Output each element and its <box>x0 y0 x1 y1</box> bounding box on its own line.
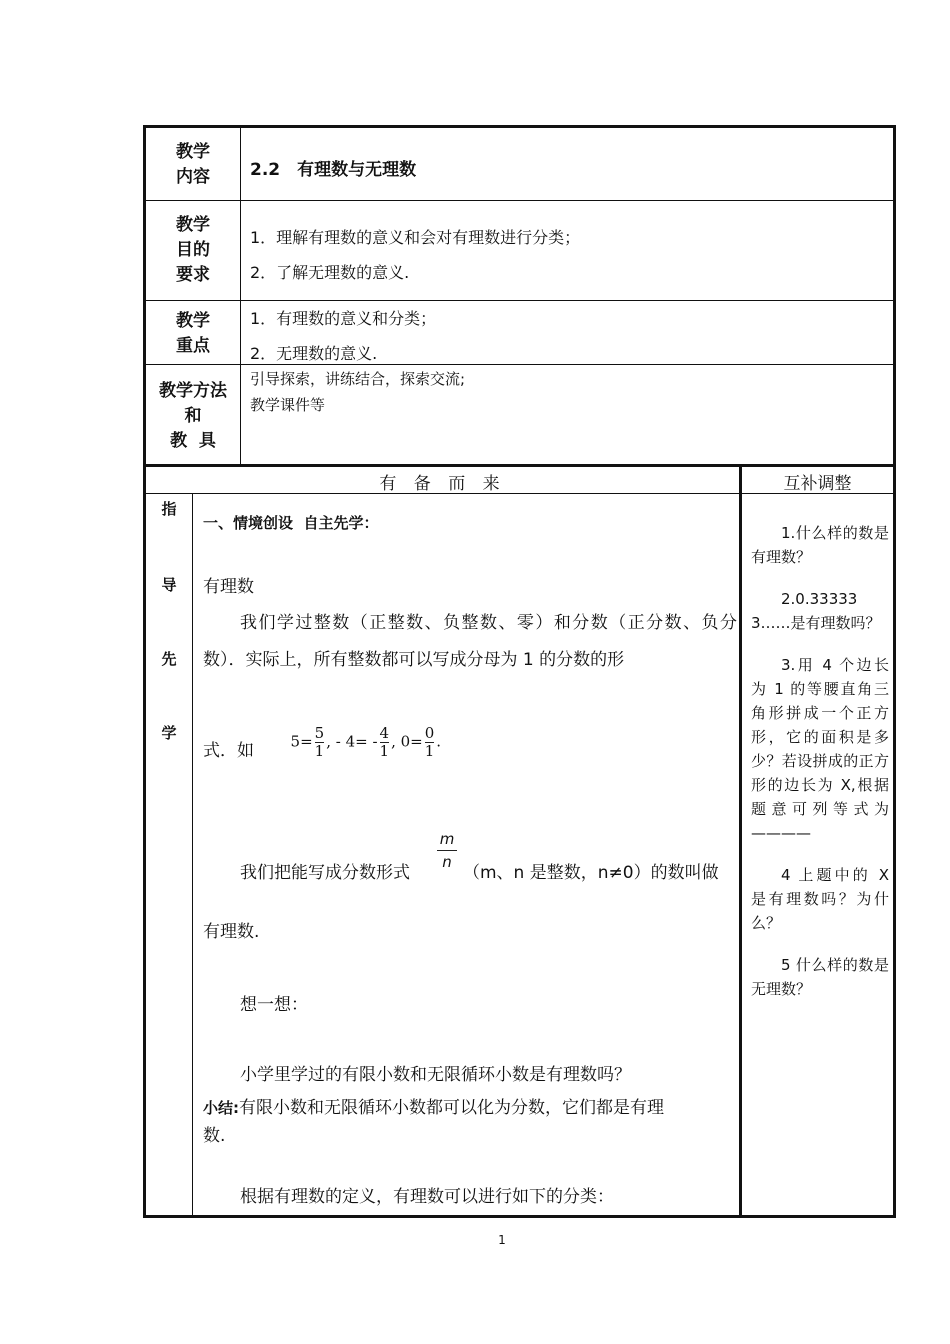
key-item-2: 2．无理数的意义. <box>250 344 378 363</box>
page-number: 1 <box>498 1233 506 1247</box>
definition-suffix: （m、n 是整数，n≠0）的数叫做 <box>463 863 719 883</box>
method-item-1: 引导探索，讲练结合，探索交流; <box>250 370 466 388</box>
side-question-1: 1.什么样的数是有理数？ <box>751 524 889 566</box>
key-item-1: 1．有理数的意义和分类； <box>250 309 437 328</box>
definition-fraction: m n <box>437 830 457 871</box>
summary-label: 小结: <box>203 1099 239 1117</box>
side-question-5: 5 什么样的数是无理数？ <box>751 956 889 998</box>
key-label: 教学 重点 <box>176 311 210 356</box>
main-column-header: 有 备 而 来 <box>379 474 506 494</box>
side-question-3: 3.用 4 个边长为 1 的等腰直角三角形拼成一个正方形，它的面积是多少？若设拼成的正方形的边长为 X,根据题意可列等式为———— <box>751 656 889 842</box>
content-label: 教学 内容 <box>176 142 210 187</box>
subheading-rational: 有理数 <box>203 577 254 597</box>
summary-end: 数. <box>203 1126 226 1146</box>
side-notes <box>751 521 889 1019</box>
method-item-2: 教学课件等 <box>250 396 326 414</box>
definition-prefix: 我们把能写成分数形式 <box>240 863 410 883</box>
goal-label: 教学 目的 要求 <box>176 215 210 285</box>
side-column-header: 互补调整 <box>783 474 852 494</box>
method-label: 教学方法 和 教 具 <box>159 381 227 451</box>
summary: 小结:有限小数和无限循环小数都可以化为分数，它们都是有理 <box>203 1098 664 1118</box>
side-question-4: 4 上题中的 X 是有理数吗？为什么？ <box>751 866 889 932</box>
example-formula: 5= $\frac{5}{1}$ , - 4= - $\frac{4}{1}$ , 0= $\frac{0}{1}$ . <box>290 724 442 760</box>
paragraph-intro-end: 式．如 <box>203 741 254 761</box>
think-prompt: 想一想： <box>240 995 308 1015</box>
section-heading: 一、情境创设 自主先学： <box>203 514 379 532</box>
definition-end: 有理数. <box>203 922 260 942</box>
goal-item-1: 1．理解有理数的意义和会对有理数进行分类； <box>250 228 581 247</box>
goal-item-2: 2．了解无理数的意义. <box>250 263 410 282</box>
side-question-2: 2.0.333333……是有理数吗？ <box>751 590 881 632</box>
paragraph-intro: 我们学过整数（正整数、负整数、零）和分数（正分数、负分数）．实际上，所有整数都可以写成分母为 1 的分数的形 <box>203 613 737 670</box>
question-text: 小学里学过的有限小数和无限循环小数是有理数吗？ <box>240 1065 631 1085</box>
content-value: 2.2 有理数与无理数 <box>250 160 417 180</box>
classification-intro: 根据有理数的定义，有理数可以进行如下的分类： <box>240 1187 614 1207</box>
